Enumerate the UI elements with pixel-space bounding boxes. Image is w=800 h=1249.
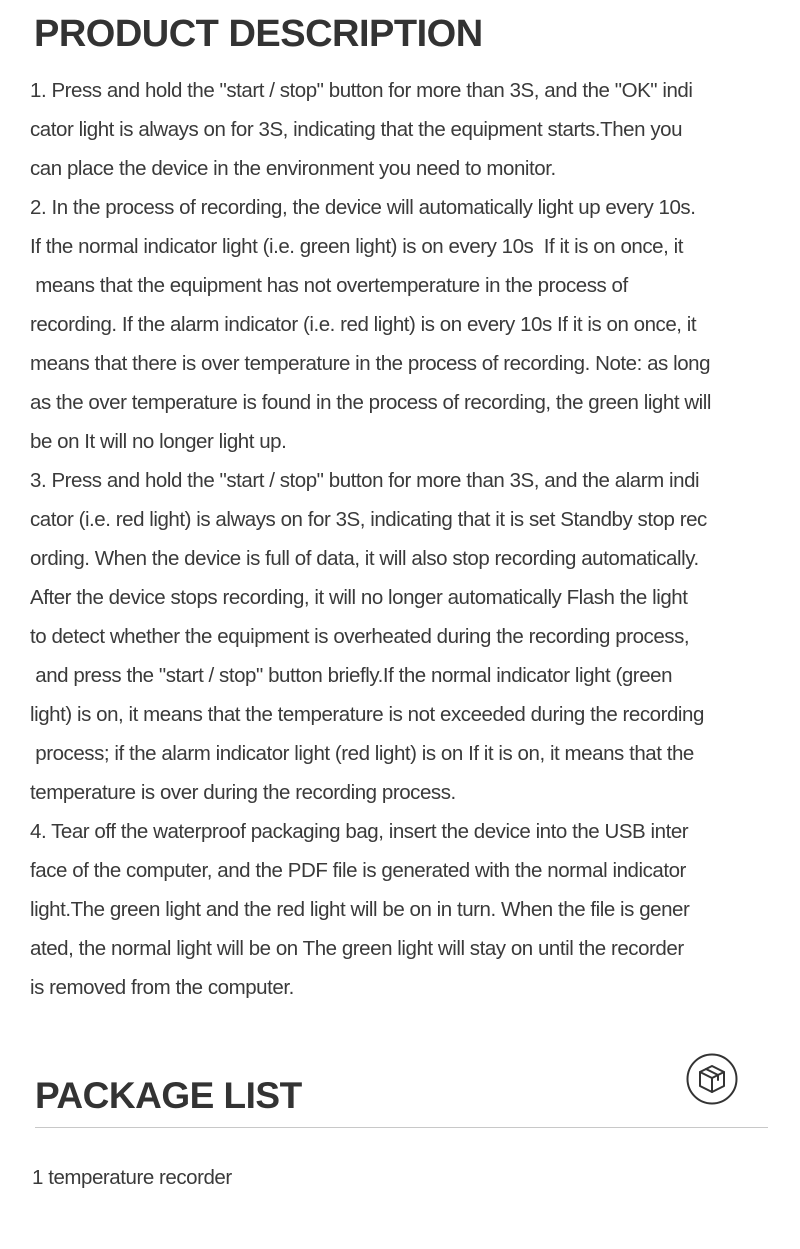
product-description-title: PRODUCT DESCRIPTION bbox=[34, 13, 483, 55]
description-line: 2. In the process of recording, the device will automatically light up every 10s. bbox=[30, 196, 696, 219]
description-line: After the device stops recording, it will no longer automatically Flash the light bbox=[30, 586, 688, 609]
description-line: If the normal indicator light (i.e. green light) is on every 10s If it is on once, it bbox=[30, 235, 683, 258]
description-line: light.The green light and the red light will be on in turn. When the file is gener bbox=[30, 898, 690, 921]
description-line: means that there is over temperature in the process of recording. Note: as long bbox=[30, 352, 711, 375]
description-line: process; if the alarm indicator light (red light) is on If it is on, it means that the bbox=[30, 742, 694, 765]
description-line: be on It will no longer light up. bbox=[30, 430, 287, 453]
description-line: is removed from the computer. bbox=[30, 976, 294, 999]
description-line: light) is on, it means that the temperature is not exceeded during the recording bbox=[30, 703, 704, 726]
package-list-divider bbox=[35, 1127, 768, 1128]
product-description-body bbox=[30, 71, 790, 1007]
description-line: temperature is over during the recording process. bbox=[30, 781, 456, 804]
description-line: ording. When the device is full of data, it will also stop recording automatically. bbox=[30, 547, 699, 570]
package-list-item: 1 temperature recorder bbox=[32, 1166, 232, 1189]
description-line: cator light is always on for 3S, indicating that the equipment starts.Then you bbox=[30, 118, 683, 141]
description-line: face of the computer, and the PDF file is generated with the normal indicator bbox=[30, 859, 686, 882]
description-line: ated, the normal light will be on The green light will stay on until the recorder bbox=[30, 937, 684, 960]
description-line: 3. Press and hold the "start / stop" button for more than 3S, and the alarm indi bbox=[30, 469, 700, 492]
description-line: 1. Press and hold the "start / stop" button for more than 3S, and the "OK" indi bbox=[30, 79, 693, 102]
description-line: and press the "start / stop" button briefly.If the normal indicator light (green bbox=[30, 664, 673, 687]
package-list-title: PACKAGE LIST bbox=[35, 1075, 302, 1116]
description-line: 4. Tear off the waterproof packaging bag, insert the device into the USB inter bbox=[30, 820, 689, 843]
description-line: to detect whether the equipment is overheated during the recording process, bbox=[30, 625, 690, 648]
description-line: as the over temperature is found in the process of recording, the green light will bbox=[30, 391, 711, 414]
description-line: means that the equipment has not overtemperature in the process of bbox=[30, 274, 628, 297]
description-line: recording. If the alarm indicator (i.e. red light) is on every 10s If it is on once, it bbox=[30, 313, 697, 336]
description-line: can place the device in the environment you need to monitor. bbox=[30, 157, 556, 180]
description-line: cator (i.e. red light) is always on for 3S, indicating that it is set Standby stop rec bbox=[30, 508, 707, 531]
package-box-icon bbox=[685, 1052, 739, 1106]
